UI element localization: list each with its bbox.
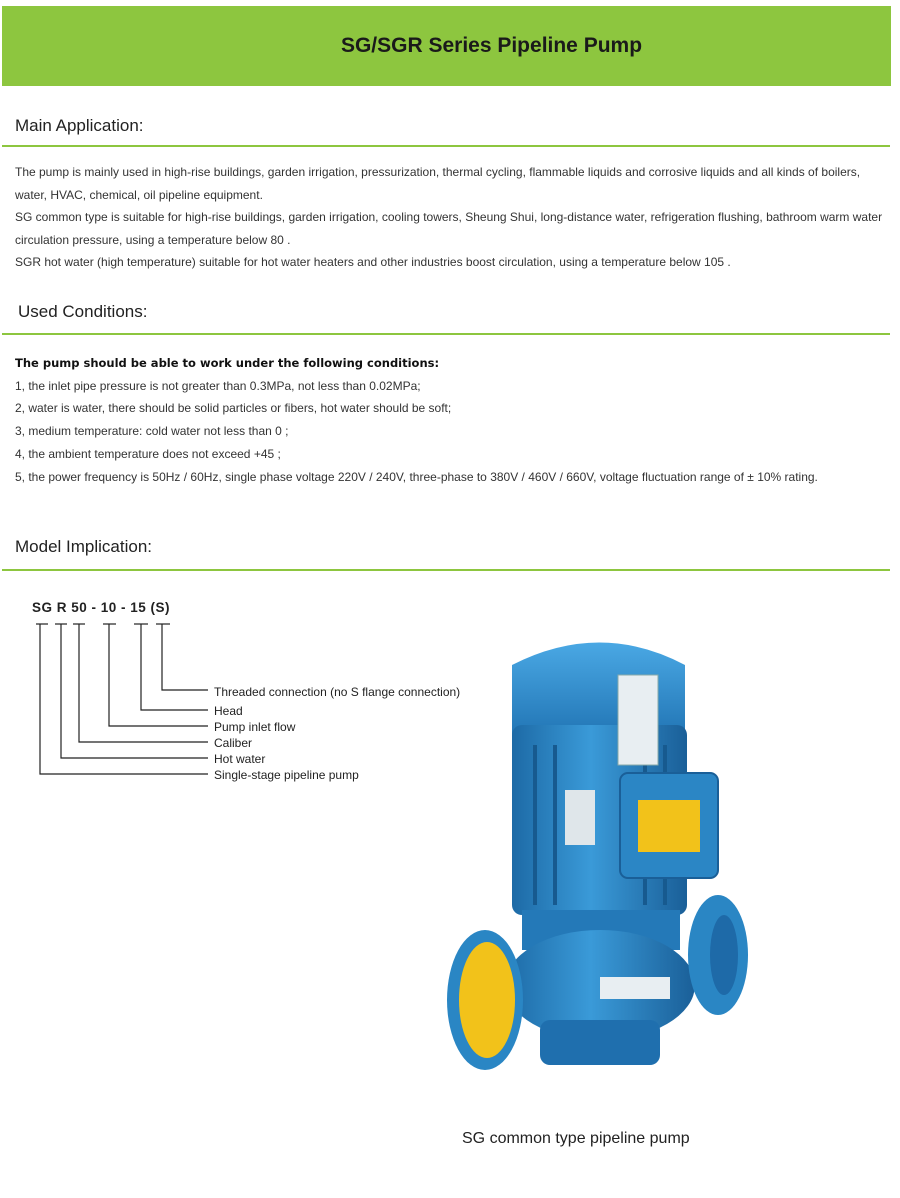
- legend-label-connection: Threaded connection (no S flange connection): [214, 685, 461, 699]
- legend-label-head: Head: [214, 704, 243, 718]
- application-paragraph: The pump is mainly used in high-rise buildings, garden irrigation, pressurization, thermal cycling, flammable liquids and corrosive liquids and all kinds of boilers, water, HVAC, chemical, oil pipeline equipment.: [15, 165, 861, 202]
- model-code: SG R 50 - 10 - 15 (S): [32, 600, 171, 615]
- legend-label-flow: Pump inlet flow: [214, 720, 296, 734]
- condition-item: 3, medium temperature: cold water not less than 0 ;: [15, 424, 289, 439]
- condition-item: 4, the ambient temperature does not exceed +45 ;: [15, 446, 281, 461]
- legend-label-hot-water: Hot water: [214, 752, 266, 766]
- section-divider: [2, 333, 890, 335]
- page-title: SG/SGR Series Pipeline Pump: [340, 34, 643, 57]
- model-implication-heading: Model Implication:: [15, 537, 153, 556]
- section-divider: [2, 145, 890, 147]
- condition-item: 1, the inlet pipe pressure is not greater than 0.3MPa, not less than 0.02MPa;: [15, 378, 421, 393]
- condition-item: 5, the power frequency is 50Hz / 60Hz, single phase voltage 220V / 240V, three-phase to 380V / 460V / 660V, voltage fluctuation range of ± 10% rating.: [15, 469, 818, 484]
- application-paragraph: SGR hot water (high temperature) suitable for hot water heaters and other industries boost circulation, using a temperature below 105 .: [15, 255, 731, 269]
- legend-label-caliber: Caliber: [214, 736, 253, 750]
- title-banner: [2, 6, 891, 86]
- main-application-heading: Main Application:: [15, 116, 144, 135]
- application-paragraph: SG common type is suitable for high-rise buildings, garden irrigation, cooling towers, Sheung Shui, long-distance water, refrigeration flushing, bathroom warm water circulation pressure, using a temperature below 80 .: [15, 210, 883, 247]
- used-conditions-heading: Used Conditions:: [18, 302, 148, 321]
- section-divider: [2, 569, 890, 571]
- conditions-lead: The pump should be able to work under the following conditions:: [15, 356, 440, 370]
- legend-label-single-stage: Single-stage pipeline pump: [214, 768, 359, 782]
- pump-image: [440, 625, 760, 1095]
- used-conditions-list: [15, 352, 895, 488]
- main-application-text: [15, 161, 887, 274]
- pump-caption: SG common type pipeline pump: [462, 1130, 690, 1147]
- condition-item: 2, water is water, there should be solid particles or fibers, hot water should be soft;: [15, 401, 452, 416]
